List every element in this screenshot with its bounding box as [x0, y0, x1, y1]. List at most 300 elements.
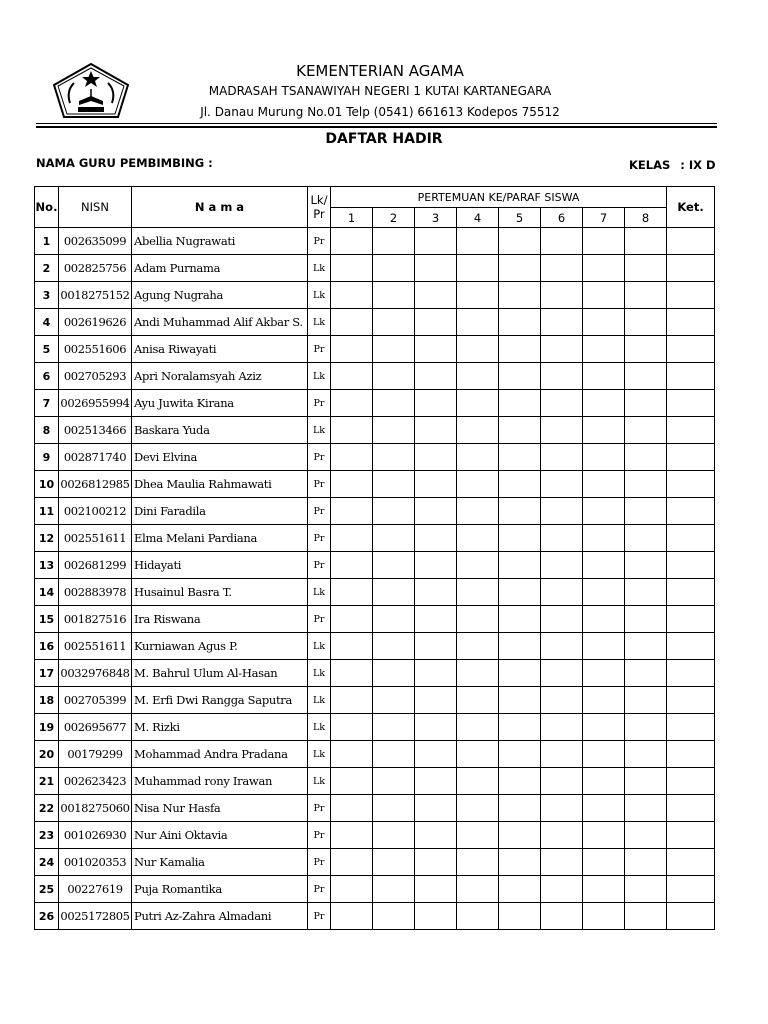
paraf-cell	[583, 444, 625, 471]
paraf-cell	[625, 687, 667, 714]
meeting-number-header: 4	[457, 208, 499, 228]
paraf-cell	[625, 309, 667, 336]
ket-cell	[667, 525, 715, 552]
col-nisn-header: NISN	[59, 187, 132, 228]
paraf-cell	[499, 390, 541, 417]
paraf-cell	[583, 687, 625, 714]
paraf-cell	[583, 768, 625, 795]
table-row	[35, 579, 715, 606]
paraf-cell	[499, 876, 541, 903]
row-nisn: 002513466	[59, 417, 132, 444]
row-nisn: 00227619	[59, 876, 132, 903]
paraf-cell	[331, 606, 373, 633]
paraf-cell	[499, 822, 541, 849]
paraf-cell	[625, 363, 667, 390]
paraf-cell	[331, 255, 373, 282]
row-nama: Anisa Riwayati	[132, 336, 308, 363]
table-row	[35, 552, 715, 579]
paraf-cell	[499, 741, 541, 768]
paraf-cell	[625, 849, 667, 876]
ministry-of-religion-emblem-icon	[52, 63, 130, 119]
ket-cell	[667, 903, 715, 930]
table-row	[35, 255, 715, 282]
row-gender: Lk	[308, 687, 331, 714]
paraf-cell	[331, 795, 373, 822]
header-divider	[36, 123, 717, 124]
paraf-cell	[499, 795, 541, 822]
row-gender: Lk	[308, 741, 331, 768]
paraf-cell	[625, 876, 667, 903]
paraf-cell	[415, 633, 457, 660]
kelas-value: : IX D	[680, 158, 716, 172]
table-row	[35, 768, 715, 795]
paraf-cell	[625, 282, 667, 309]
paraf-cell	[457, 390, 499, 417]
header-divider-thick	[36, 126, 717, 128]
school-name: MADRASAH TSANAWIYAH NEGERI 1 KUTAI KARTANEGARA	[208, 84, 552, 98]
paraf-cell	[541, 849, 583, 876]
paraf-cell	[331, 228, 373, 255]
row-number: 5	[35, 336, 59, 363]
row-nisn: 001026930	[59, 822, 132, 849]
paraf-cell	[331, 876, 373, 903]
paraf-cell	[415, 444, 457, 471]
row-number: 13	[35, 552, 59, 579]
ket-cell	[667, 741, 715, 768]
meeting-number-header: 2	[373, 208, 415, 228]
paraf-cell	[541, 741, 583, 768]
col-lk-label: Lk/	[310, 193, 328, 207]
paraf-cell	[541, 687, 583, 714]
row-gender: Lk	[308, 363, 331, 390]
row-gender: Lk	[308, 309, 331, 336]
paraf-cell	[541, 471, 583, 498]
row-nama: Dini Faradila	[132, 498, 308, 525]
paraf-cell	[415, 741, 457, 768]
meeting-number-header: 3	[415, 208, 457, 228]
paraf-cell	[583, 903, 625, 930]
paraf-cell	[457, 255, 499, 282]
row-nisn: 0026812985	[59, 471, 132, 498]
paraf-cell	[331, 363, 373, 390]
paraf-cell	[541, 525, 583, 552]
ket-cell	[667, 822, 715, 849]
school-address: Jl. Danau Murung No.01 Telp (0541) 661613 Kodepos 75512	[200, 105, 560, 119]
row-number: 12	[35, 525, 59, 552]
row-number: 15	[35, 606, 59, 633]
row-number: 19	[35, 714, 59, 741]
paraf-cell	[625, 498, 667, 525]
paraf-cell	[373, 849, 415, 876]
paraf-cell	[373, 282, 415, 309]
row-gender: Pr	[308, 903, 331, 930]
paraf-cell	[457, 525, 499, 552]
paraf-cell	[457, 336, 499, 363]
row-nisn: 002681299	[59, 552, 132, 579]
paraf-cell	[415, 903, 457, 930]
paraf-cell	[625, 822, 667, 849]
ket-cell	[667, 768, 715, 795]
paraf-cell	[583, 795, 625, 822]
row-gender: Pr	[308, 390, 331, 417]
paraf-cell	[415, 714, 457, 741]
row-nisn: 002551611	[59, 633, 132, 660]
row-gender: Pr	[308, 471, 331, 498]
row-nisn: 002635099	[59, 228, 132, 255]
row-number: 8	[35, 417, 59, 444]
paraf-cell	[499, 471, 541, 498]
paraf-cell	[499, 660, 541, 687]
paraf-cell	[415, 498, 457, 525]
paraf-cell	[499, 552, 541, 579]
table-row	[35, 228, 715, 255]
table-row	[35, 363, 715, 390]
row-nisn: 0018275060	[59, 795, 132, 822]
kelas-label	[629, 158, 716, 172]
row-number: 4	[35, 309, 59, 336]
row-nisn: 002883978	[59, 579, 132, 606]
paraf-cell	[625, 255, 667, 282]
paraf-cell	[541, 822, 583, 849]
paraf-cell	[541, 228, 583, 255]
row-nama: Adam Purnama	[132, 255, 308, 282]
paraf-cell	[373, 552, 415, 579]
paraf-cell	[331, 471, 373, 498]
paraf-cell	[499, 255, 541, 282]
table-row	[35, 417, 715, 444]
paraf-cell	[541, 633, 583, 660]
ket-cell	[667, 471, 715, 498]
table-row	[35, 498, 715, 525]
paraf-cell	[457, 606, 499, 633]
ket-cell	[667, 876, 715, 903]
row-nisn: 00179299	[59, 741, 132, 768]
paraf-cell	[373, 417, 415, 444]
row-number: 6	[35, 363, 59, 390]
paraf-cell	[583, 309, 625, 336]
paraf-cell	[499, 417, 541, 444]
row-nama: M. Rizki	[132, 714, 308, 741]
row-gender: Pr	[308, 795, 331, 822]
table-row	[35, 606, 715, 633]
paraf-cell	[583, 876, 625, 903]
paraf-cell	[625, 768, 667, 795]
paraf-cell	[457, 849, 499, 876]
col-lkpr-header	[308, 187, 331, 228]
row-gender: Lk	[308, 633, 331, 660]
paraf-cell	[541, 579, 583, 606]
paraf-cell	[457, 660, 499, 687]
guru-label: NAMA GURU PEMBIMBING :	[36, 156, 213, 170]
paraf-cell	[415, 822, 457, 849]
row-nama: Muhammad rony Irawan	[132, 768, 308, 795]
row-nama: Kurniawan Agus P.	[132, 633, 308, 660]
row-nama: Agung Nugraha	[132, 282, 308, 309]
paraf-cell	[457, 822, 499, 849]
row-gender: Pr	[308, 552, 331, 579]
paraf-cell	[625, 903, 667, 930]
paraf-cell	[625, 741, 667, 768]
ministry-name: KEMENTERIAN AGAMA	[296, 62, 464, 80]
paraf-cell	[331, 336, 373, 363]
paraf-cell	[373, 525, 415, 552]
paraf-cell	[457, 795, 499, 822]
paraf-cell	[415, 579, 457, 606]
paraf-cell	[541, 795, 583, 822]
paraf-cell	[499, 444, 541, 471]
paraf-cell	[415, 876, 457, 903]
paraf-cell	[373, 471, 415, 498]
paraf-cell	[331, 444, 373, 471]
paraf-cell	[373, 795, 415, 822]
row-number: 26	[35, 903, 59, 930]
row-number: 9	[35, 444, 59, 471]
paraf-cell	[541, 498, 583, 525]
attendance-table	[34, 186, 715, 930]
paraf-cell	[583, 606, 625, 633]
paraf-cell	[625, 633, 667, 660]
row-nisn: 002871740	[59, 444, 132, 471]
row-nama: Apri Noralamsyah Aziz	[132, 363, 308, 390]
paraf-cell	[331, 768, 373, 795]
paraf-cell	[457, 633, 499, 660]
paraf-cell	[373, 606, 415, 633]
meeting-number-header: 5	[499, 208, 541, 228]
paraf-cell	[499, 714, 541, 741]
paraf-cell	[499, 768, 541, 795]
paraf-cell	[373, 660, 415, 687]
row-nama: Devi Elvina	[132, 444, 308, 471]
paraf-cell	[331, 849, 373, 876]
ket-cell	[667, 579, 715, 606]
meeting-number-header: 7	[583, 208, 625, 228]
paraf-cell	[499, 633, 541, 660]
row-nama: Ayu Juwita Kirana	[132, 390, 308, 417]
paraf-cell	[499, 336, 541, 363]
paraf-cell	[583, 255, 625, 282]
col-no-header: No.	[35, 187, 59, 228]
table-row	[35, 336, 715, 363]
row-number: 1	[35, 228, 59, 255]
paraf-cell	[373, 255, 415, 282]
table-row	[35, 390, 715, 417]
row-nama: Husainul Basra T.	[132, 579, 308, 606]
row-nisn: 0032976848	[59, 660, 132, 687]
paraf-cell	[541, 390, 583, 417]
row-gender: Pr	[308, 849, 331, 876]
row-number: 22	[35, 795, 59, 822]
row-number: 10	[35, 471, 59, 498]
table-row	[35, 444, 715, 471]
paraf-cell	[583, 849, 625, 876]
row-nisn: 002825756	[59, 255, 132, 282]
paraf-cell	[583, 714, 625, 741]
row-number: 24	[35, 849, 59, 876]
col-meetings-header: PERTEMUAN KE/PARAF SISWA	[331, 187, 667, 208]
paraf-cell	[331, 741, 373, 768]
ket-cell	[667, 498, 715, 525]
paraf-cell	[457, 903, 499, 930]
row-number: 7	[35, 390, 59, 417]
meeting-number-header: 1	[331, 208, 373, 228]
row-gender: Pr	[308, 525, 331, 552]
paraf-cell	[331, 525, 373, 552]
row-nisn: 002551611	[59, 525, 132, 552]
paraf-cell	[415, 795, 457, 822]
row-gender: Lk	[308, 660, 331, 687]
paraf-cell	[373, 336, 415, 363]
paraf-cell	[625, 336, 667, 363]
ket-cell	[667, 363, 715, 390]
paraf-cell	[415, 336, 457, 363]
row-gender: Lk	[308, 282, 331, 309]
row-number: 23	[35, 822, 59, 849]
paraf-cell	[457, 282, 499, 309]
paraf-cell	[331, 633, 373, 660]
row-nama: Nisa Nur Hasfa	[132, 795, 308, 822]
paraf-cell	[583, 336, 625, 363]
row-gender: Lk	[308, 579, 331, 606]
paraf-cell	[331, 903, 373, 930]
row-nama: Baskara Yuda	[132, 417, 308, 444]
page-title: DAFTAR HADIR	[325, 131, 443, 147]
paraf-cell	[415, 687, 457, 714]
row-nama: Mohammad Andra Pradana	[132, 741, 308, 768]
paraf-cell	[331, 498, 373, 525]
ket-cell	[667, 795, 715, 822]
paraf-cell	[331, 417, 373, 444]
row-nama: Nur Aini Oktavia	[132, 822, 308, 849]
paraf-cell	[541, 363, 583, 390]
row-nisn: 0026955994	[59, 390, 132, 417]
paraf-cell	[373, 390, 415, 417]
table-row	[35, 471, 715, 498]
row-number: 21	[35, 768, 59, 795]
student-rows	[35, 228, 715, 930]
paraf-cell	[541, 444, 583, 471]
paraf-cell	[457, 498, 499, 525]
paraf-cell	[373, 309, 415, 336]
row-nisn: 002100212	[59, 498, 132, 525]
paraf-cell	[415, 228, 457, 255]
row-nisn: 002619626	[59, 309, 132, 336]
paraf-cell	[331, 390, 373, 417]
paraf-cell	[457, 417, 499, 444]
paraf-cell	[331, 660, 373, 687]
ket-cell	[667, 336, 715, 363]
paraf-cell	[331, 822, 373, 849]
ket-cell	[667, 390, 715, 417]
paraf-cell	[541, 714, 583, 741]
paraf-cell	[583, 498, 625, 525]
paraf-cell	[583, 660, 625, 687]
paraf-cell	[541, 903, 583, 930]
paraf-cell	[415, 417, 457, 444]
table-row	[35, 633, 715, 660]
paraf-cell	[373, 444, 415, 471]
paraf-cell	[457, 552, 499, 579]
row-gender: Pr	[308, 876, 331, 903]
paraf-cell	[331, 552, 373, 579]
paraf-cell	[457, 444, 499, 471]
paraf-cell	[541, 876, 583, 903]
row-nama: Hidayati	[132, 552, 308, 579]
paraf-cell	[415, 282, 457, 309]
table-row	[35, 741, 715, 768]
paraf-cell	[625, 444, 667, 471]
paraf-cell	[373, 633, 415, 660]
row-nama: M. Bahrul Ulum Al-Hasan	[132, 660, 308, 687]
table-row	[35, 822, 715, 849]
paraf-cell	[541, 606, 583, 633]
row-number: 16	[35, 633, 59, 660]
row-nama: Andi Muhammad Alif Akbar S.	[132, 309, 308, 336]
paraf-cell	[373, 822, 415, 849]
row-nama: Elma Melani Pardiana	[132, 525, 308, 552]
col-nama-header: N a m a	[132, 187, 308, 228]
paraf-cell	[457, 363, 499, 390]
table-row	[35, 525, 715, 552]
paraf-cell	[583, 579, 625, 606]
row-number: 14	[35, 579, 59, 606]
row-nisn: 002695677	[59, 714, 132, 741]
row-number: 11	[35, 498, 59, 525]
row-gender: Pr	[308, 444, 331, 471]
paraf-cell	[457, 309, 499, 336]
paraf-cell	[457, 579, 499, 606]
paraf-cell	[457, 741, 499, 768]
paraf-cell	[625, 714, 667, 741]
table-row	[35, 876, 715, 903]
paraf-cell	[373, 363, 415, 390]
paraf-cell	[373, 903, 415, 930]
paraf-cell	[499, 903, 541, 930]
paraf-cell	[625, 525, 667, 552]
paraf-cell	[373, 768, 415, 795]
paraf-cell	[499, 606, 541, 633]
ket-cell	[667, 606, 715, 633]
paraf-cell	[331, 687, 373, 714]
row-nama: Putri Az-Zahra Almadani	[132, 903, 308, 930]
paraf-cell	[499, 498, 541, 525]
row-nama: Puja Romantika	[132, 876, 308, 903]
ket-cell	[667, 660, 715, 687]
col-ket-header: Ket.	[667, 187, 715, 228]
paraf-cell	[583, 363, 625, 390]
paraf-cell	[331, 714, 373, 741]
paraf-cell	[499, 579, 541, 606]
paraf-cell	[415, 768, 457, 795]
paraf-cell	[499, 849, 541, 876]
paraf-cell	[625, 660, 667, 687]
paraf-cell	[373, 498, 415, 525]
row-nama: Dhea Maulia Rahmawati	[132, 471, 308, 498]
ket-cell	[667, 552, 715, 579]
paraf-cell	[583, 741, 625, 768]
paraf-cell	[457, 768, 499, 795]
row-nama: M. Erfi Dwi Rangga Saputra	[132, 687, 308, 714]
row-nama: Ira Riswana	[132, 606, 308, 633]
row-nisn: 001827516	[59, 606, 132, 633]
table-row	[35, 282, 715, 309]
paraf-cell	[373, 876, 415, 903]
paraf-cell	[583, 822, 625, 849]
paraf-cell	[415, 660, 457, 687]
table-row	[35, 903, 715, 930]
row-gender: Lk	[308, 714, 331, 741]
paraf-cell	[541, 309, 583, 336]
row-gender: Lk	[308, 417, 331, 444]
